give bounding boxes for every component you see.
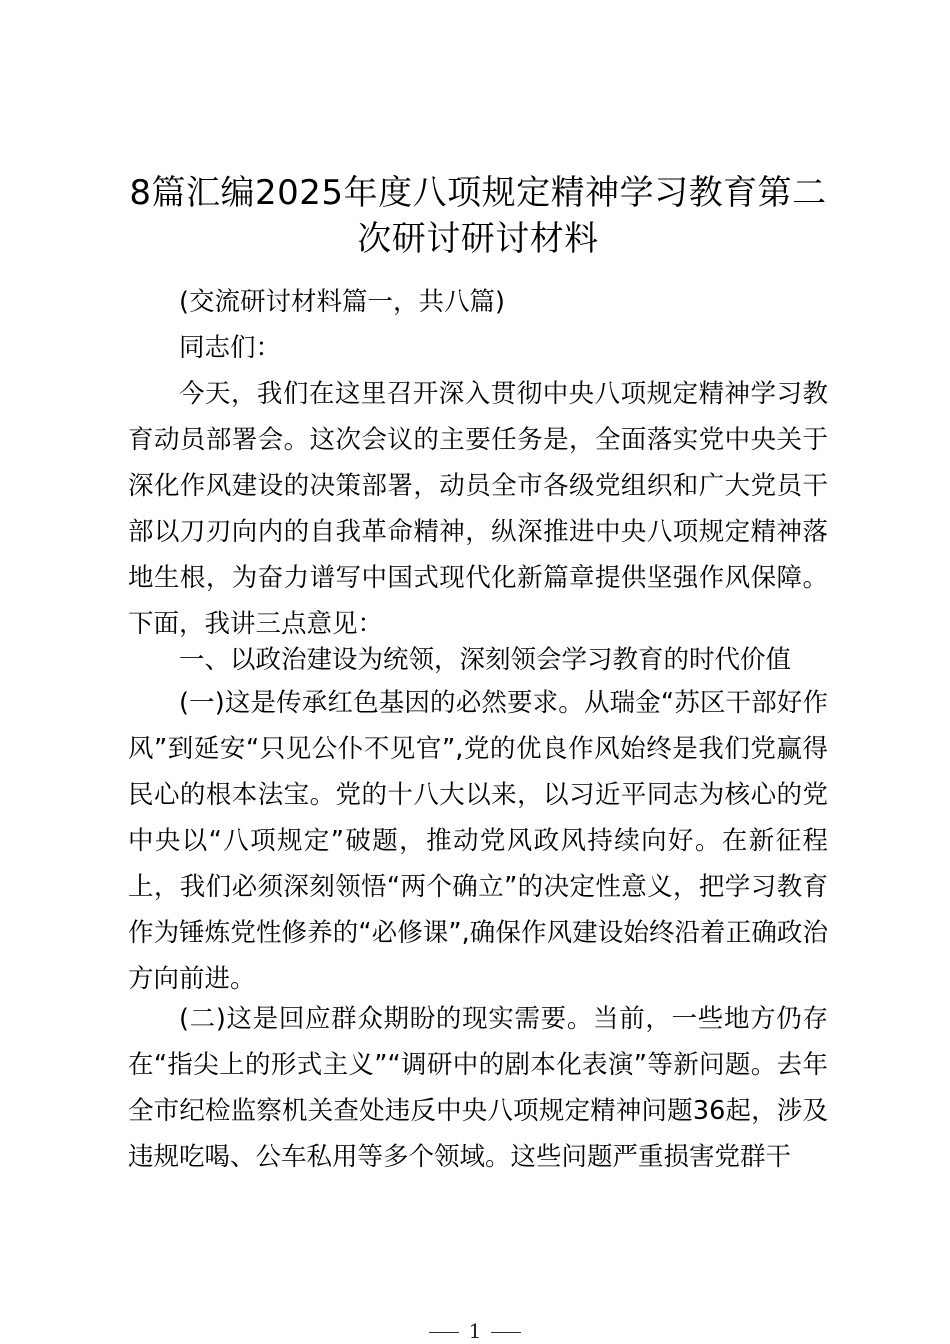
paragraph-point-two: (二)这是回应群众期盼的现实需要。当前，一些地方仍存在“指尖上的形式主义”“调研中的剧本化表演”等新问题。去年全市纪检监察机关查处违反中央八项规定精神问题36起，涉及违规吃喝、公车私用等多个领域。这些问题严重损害党群干 <box>128 1004 828 1172</box>
footer-dash-left <box>429 1332 459 1333</box>
document-subtitle: (交流研讨材料篇一，共八篇) <box>179 287 505 317</box>
page-number: 1 <box>468 1319 482 1343</box>
document-title: 8篇汇编2025年度八项规定精神学习教育第二次研讨研讨材料 <box>129 173 827 259</box>
paragraph-point-one: (一)这是传承红色基因的必然要求。从瑞金“苏区干部好作风”到延安“只见公仆不见官”,党的优良作风始终是我们党赢得民心的根本法宝。党的十八大以来，以习近平同志为核心的党中央以“八项规定”破题，推动党风政风持续向好。在新征程上，我们必须深刻领悟“两个确立”的决定性意义，把学习教育作为锤炼党性修养的“必修课”,确保作风建设始终沿着正确政治方向前进。 <box>128 688 828 994</box>
footer-dash-right <box>491 1332 521 1333</box>
greeting: 同志们： <box>179 333 282 363</box>
section-heading: 一、以政治建设为统领，深刻领会学习教育的时代价值 <box>179 645 792 675</box>
page-footer <box>0 1318 950 1344</box>
paragraph-opening: 今天，我们在这里召开深入贯彻中央八项规定精神学习教育动员部署会。这次会议的主要任务是，全面落实党中央关于深化作风建设的决策部署，动员全市各级党组织和广大党员干部以刀刃向内的自我革命精神，纵深推进中央八项规定精神落地生根，为奋力谱写中国式现代化新篇章提供坚强作风保障。下面，我讲三点意见： <box>128 379 828 639</box>
